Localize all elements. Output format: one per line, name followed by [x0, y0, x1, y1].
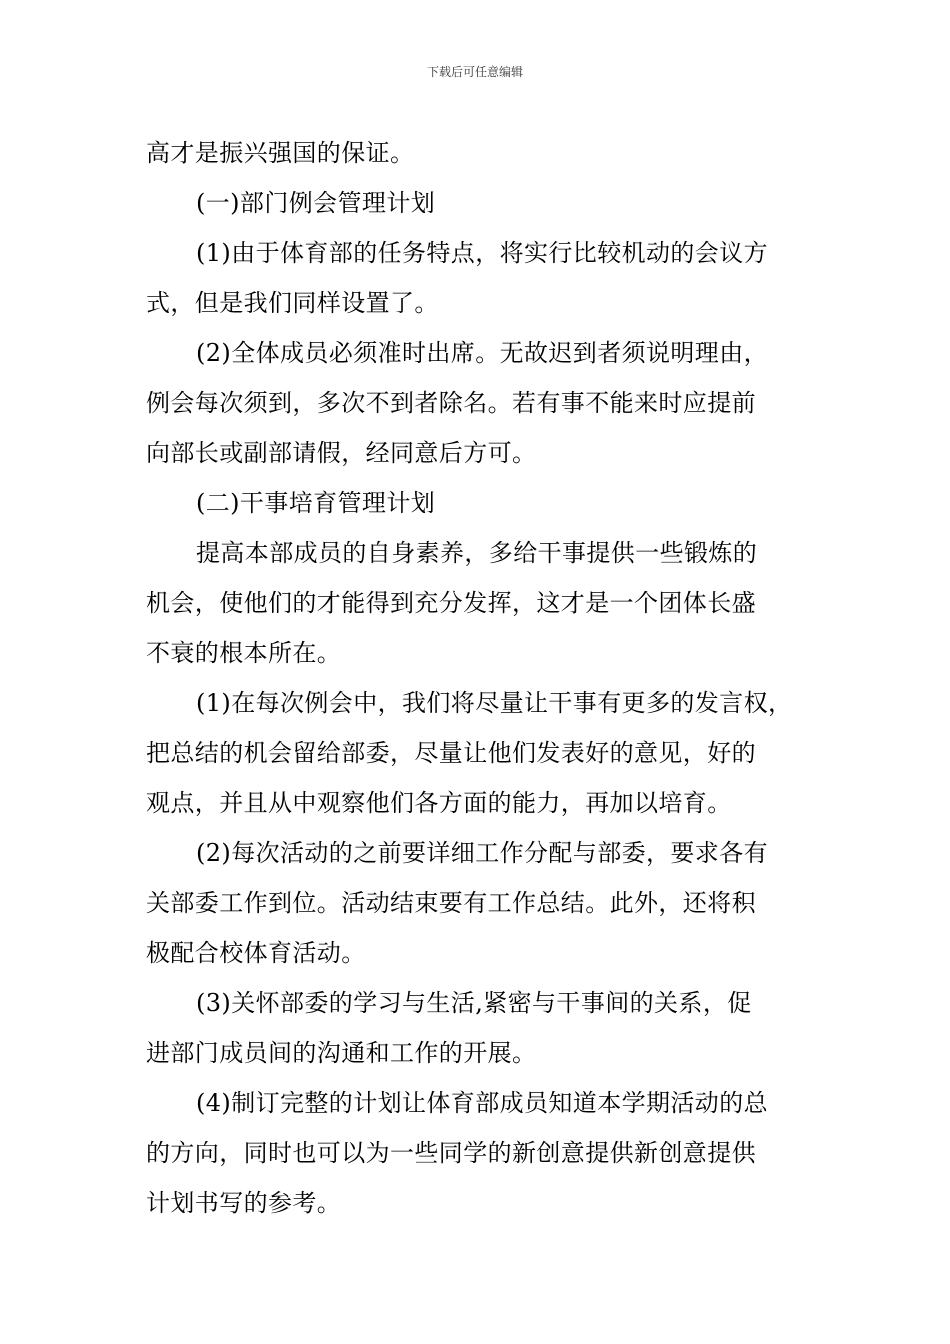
page-header: 下载后可任意编辑	[426, 65, 523, 79]
text-line: (3)关怀部委的学习与生活,紧密与干事间的关系，促	[196, 989, 752, 1017]
text-line: 向部长或副部请假，经同意后方可。	[146, 439, 537, 467]
text-line: (4)制订完整的计划让体育部成员知道本学期活动的总	[196, 1089, 768, 1117]
text-line: (1)在每次例会中，我们将尽量让干事有更多的发言权，	[196, 689, 793, 717]
text-line: 把总结的机会留给部委，尽量让他们发表好的意见，好的	[146, 739, 756, 767]
text-line: (2)每次活动的之前要详细工作分配与部委，要求各有	[196, 839, 768, 867]
text-line: 机会，使他们的才能得到充分发挥，这才是一个团体长盛	[146, 589, 756, 617]
text-line: 观点，并且从中观察他们各方面的能力，再加以培育。	[146, 789, 732, 817]
text-line: 例会每次须到，多次不到者除名。若有事不能来时应提前	[146, 389, 756, 417]
text-line: 高才是振兴强国的保证。	[146, 139, 415, 167]
section-heading: (二)干事培育管理计划	[196, 489, 436, 517]
text-line: 极配合校体育活动。	[146, 939, 366, 967]
text-line: (1)由于体育部的任务特点，将实行比较机动的会议方	[196, 239, 768, 267]
text-line: 关部委工作到位。活动结束要有工作总结。此外，还将积	[146, 889, 756, 917]
text-line: 不衰的根本所在。	[146, 639, 342, 667]
text-line: 计划书写的参考。	[146, 1189, 342, 1217]
text-line: 提高本部成员的自身素养，多给干事提供一些锻炼的	[196, 539, 758, 567]
text-line: 的方向，同时也可以为一些同学的新创意提供新创意提供	[146, 1139, 756, 1167]
section-heading: (一)部门例会管理计划	[196, 189, 436, 217]
text-line: 式，但是我们同样设置了。	[146, 289, 439, 317]
text-line: 进部门成员间的沟通和工作的开展。	[146, 1039, 537, 1067]
text-line: (2)全体成员必须准时出席。无故迟到者须说明理由，	[196, 339, 768, 367]
document-body	[146, 128, 808, 1228]
